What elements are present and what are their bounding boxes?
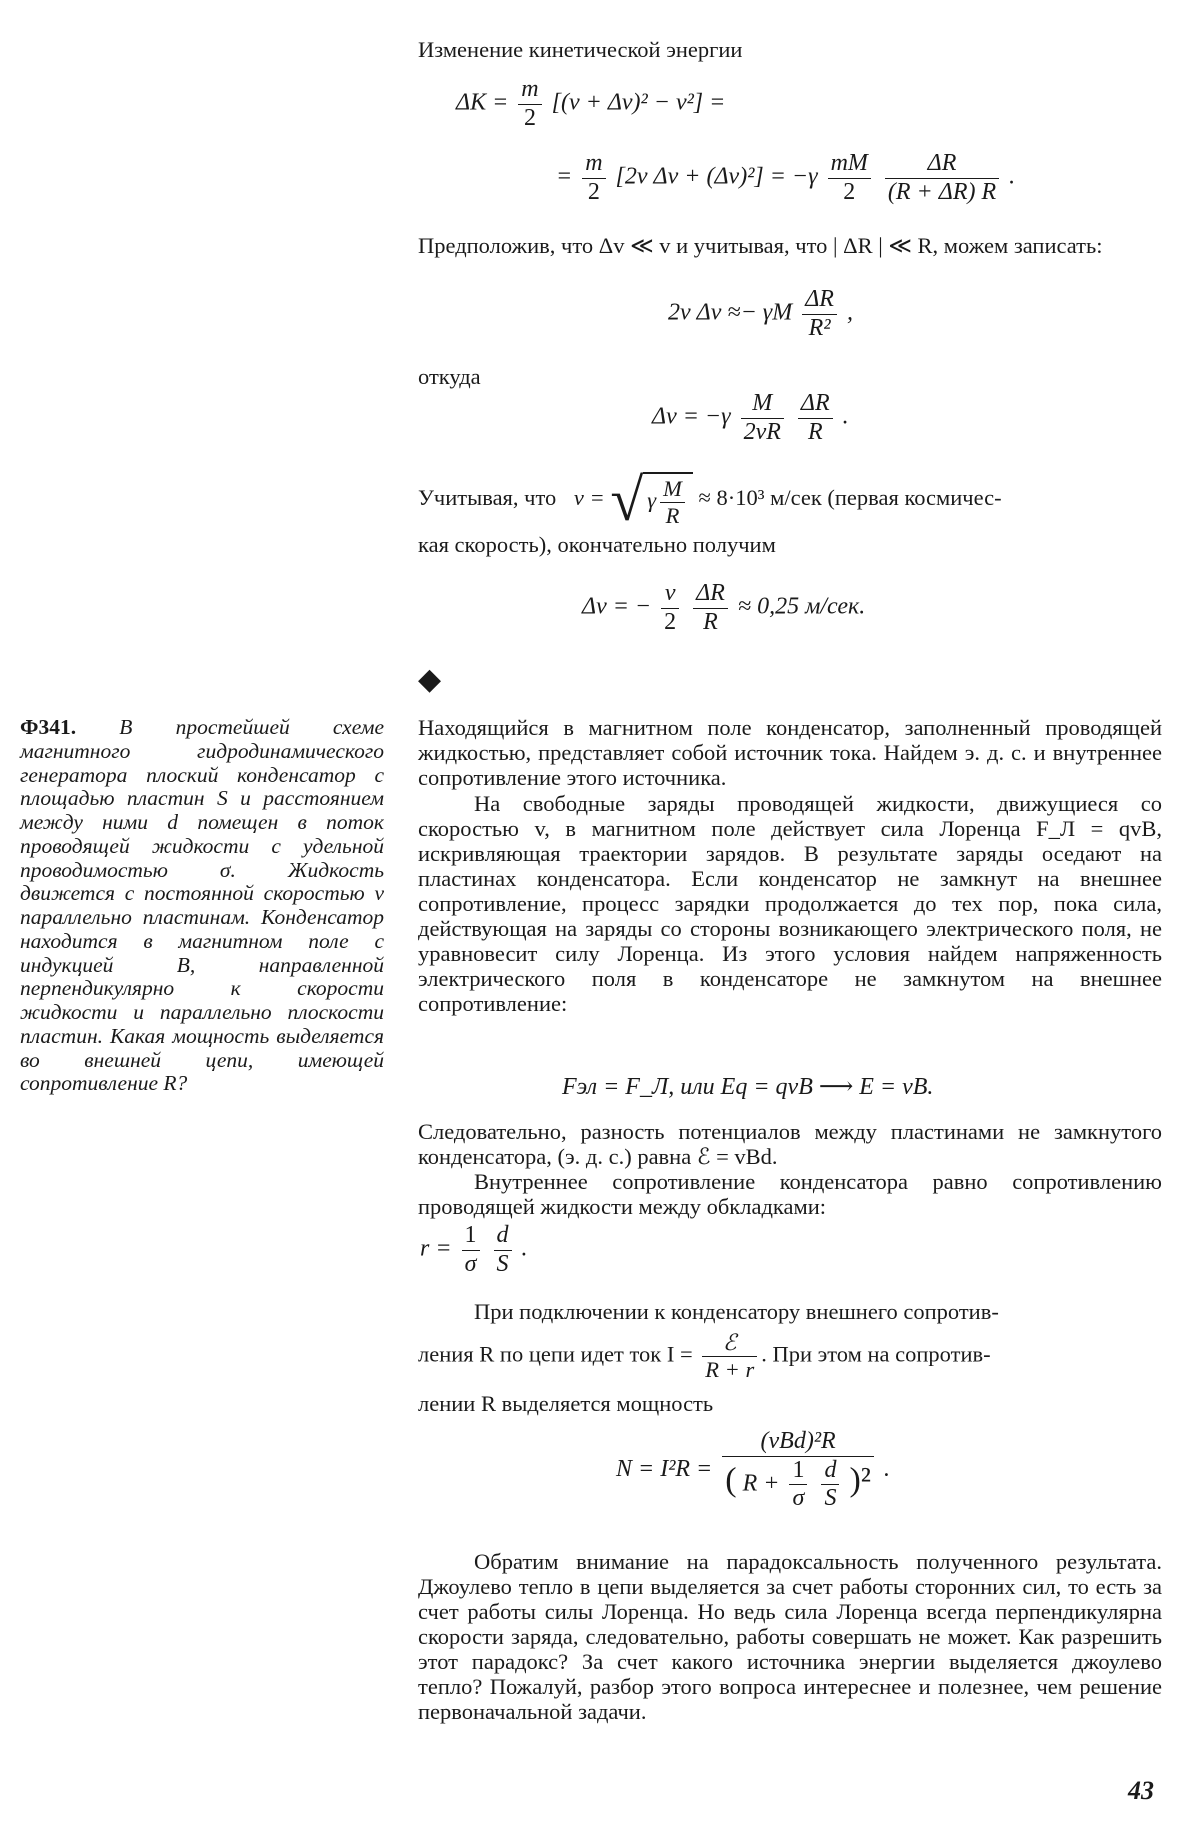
page-number: 43 [1128,1776,1154,1805]
equation-delta-v [652,390,849,446]
eq3-lhs: 2v Δv ≈− γM [668,299,793,326]
problem-statement [20,716,384,1096]
p5-current-tail: . При этом на сопротив- [761,1341,991,1367]
equation-approx [668,286,853,342]
eq2-frac1-num: m [585,150,603,176]
eq4-lhs: Δv = −γ [652,403,731,430]
eq3-frac-den: R² [802,314,837,343]
eq7-frac1-den: σ [462,1250,480,1279]
section-divider-diamond: ◆ [418,663,442,696]
equation-delta-k-expanded [556,150,1015,206]
solution-paragraph-3: Следовательно, разность потенциалов между пластинами не замкнутого конденсатора, (э. д. с.) равна ℰ = vBd. [418,1119,1162,1169]
cosmic-v: v = [573,485,605,511]
p5-frac-num: ℰ [722,1330,737,1355]
p5-frac-den: R + r [702,1356,757,1383]
eq1-frac-den: 2 [518,104,541,133]
eq7-lhs: r = [420,1235,452,1262]
eq5-frac1-den: 2 [661,608,679,637]
cosmic-text-a: Учитывая, что [418,485,557,511]
eq2-end: . [1009,163,1016,190]
eq8-den-close: )² [849,1461,871,1499]
eq1-rhs: [(v + Δv)² − v²] = [551,89,726,116]
eq8-den-f2-den: S [821,1484,839,1513]
eq8-den [722,1456,874,1513]
eq5-rhs: ≈ 0,25 м/сек. [737,593,866,620]
eq8-den-f1-den: σ [789,1484,807,1513]
eq8-den-r: R + [742,1470,780,1497]
solution-paragraph-1: Находящийся в магнитном поле конденсатор, заполненный проводящей жидкостью, представляет собой источник тока. Найдем э. д. с. и внутреннее сопротивление этого источника. [418,715,1162,790]
eq1-lhs: ΔK = [456,89,509,116]
cosmic-sqrt: √ γ $\frac{M}{R}$ [610,470,693,530]
eq2-frac2-den: 2 [828,178,871,207]
eq8-end: . [883,1455,890,1482]
eq4-frac1-num: M [752,390,773,416]
eq7-frac1-num: 1 [464,1222,477,1248]
eq5-frac2-num: ΔR [696,580,725,606]
equation-delta-k [456,76,725,132]
equation-internal-resistance [420,1222,528,1278]
eq4-frac2-num: ΔR [800,390,830,416]
eq2-frac2-num: mM [830,150,868,176]
eq1-frac-num: m [521,76,539,102]
cosmic-frac-num: M [663,475,682,501]
equation-power [616,1428,890,1513]
solution-paragraph-2: На свободные заряды проводящей жидкости, движущиеся со скоростью v, в магнитном поле действует сила Лоренца F_Л = qvB, искривляющая траектории зарядов. В результате заряды оседают на пластинах конденсатора. Если конденсатор не замкнут на внешнее сопротивление, процесс зарядки продолжается до тех пор, пока сила, действующая на заряды со стороны возникающего электрического поля, не уравновесит силу Лоренца. Из этого условия найдем напряженность электрического поля в конденсаторе не замкнутом на внешнее сопротивление: [418,791,1162,1016]
eq8-lhs: N = I²R = [616,1455,713,1482]
paragraph-kinetic-energy: Изменение кинетической энергии [418,37,743,62]
equation-force-balance: Fэл = F_Л, или Eq = qvB ⟶ E = vB. [562,1074,934,1100]
solution-paragraph-5a: При подключении к конденсатору внешнего сопротив- [474,1299,999,1324]
eq7-frac2-den: S [494,1250,512,1279]
paragraph-assume: Предположив, что Δv ≪ v и учитывая, что | ΔR | ≪ R, можем записать: [418,233,1103,258]
eq5-frac1-num: v [664,580,676,606]
cosmic-frac-den: R [660,502,685,529]
eq3-end: , [846,299,853,326]
eq5-frac2-den: R [693,608,728,637]
eq8-den-open: ( [725,1461,737,1499]
paragraph-whence: откуда [418,364,481,389]
paragraph-cosmic-line1 [418,467,1162,533]
solution-paragraph-6: Обратим внимание на парадоксальность полученного результата. Джоулево тепло в цепи выделяется за счет работы сторонних сил, то есть за счет работы силы Лоренца. Но ведь сила Лоренца всегда перпендикулярна скорости заряда, следовательно, работы совершать не может. Как разрешить этот парадокс? За счет какого источника энергии выделяется джоулево тепло? Пожалуй, разбор этого вопроса интереснее и полезнее, чем решение первоначальной задачи. [418,1549,1162,1724]
eq4-frac1-den: 2vR [741,418,784,447]
eq2-frac3-num: ΔR [927,150,957,176]
eq8-den-f1-num: 1 [792,1456,805,1483]
eq4-end: . [842,403,849,430]
problem-number: Ф341. [20,715,77,739]
paragraph-cosmic-line2: кая скорость), окончательно получим [418,532,776,557]
eq2-frac3-den: (R + ΔR) R [885,178,999,207]
eq8-den-f2-num: d [824,1456,837,1483]
solution-paragraph-4: Внутреннее сопротивление конденсатора равно сопротивлению проводящей жидкости между обкладками: [418,1169,1162,1219]
eq7-end: . [521,1235,528,1262]
solution-paragraph-5b [418,1330,1162,1383]
cosmic-gamma: γ [647,487,657,513]
eq7-frac2-num: d [496,1222,509,1248]
problem-text: В простейшей схеме магнитного гидродинамического генератора плоский конденсатор с площадью пластин S и расстоянием между ними d помещен в поток проводящей жидкости с удельной проводимостью σ. Жидкость движется с постоянной скоростью v параллельно пластинам. Конденсатор находится в магнитном поле с индукцией B, направленной перпендикулярно к скорости жидкости и параллельно плоскости пластин. Какая мощность выделяется во внешней цепи, имеющей сопротивление R? [20,715,384,1096]
eq2-frac1-den: 2 [582,178,605,207]
eq8-num: (vBd)²R [760,1428,836,1454]
eq2-lead: = [556,163,573,190]
eq5-lhs: Δv = − [582,593,652,620]
cosmic-text-b: ≈ 8·10³ м/сек (первая космичес- [698,485,1002,511]
eq4-frac2-den: R [798,418,833,447]
eq3-frac-num: ΔR [805,286,834,312]
equation-final-delta-v [582,580,865,636]
eq2-mid: [2v Δv + (Δv)²] = −γ [615,163,818,190]
solution-paragraph-5d: лении R выделяется мощность [418,1391,714,1416]
p5-current-text: ления R по цепи идет ток I = [418,1341,693,1367]
